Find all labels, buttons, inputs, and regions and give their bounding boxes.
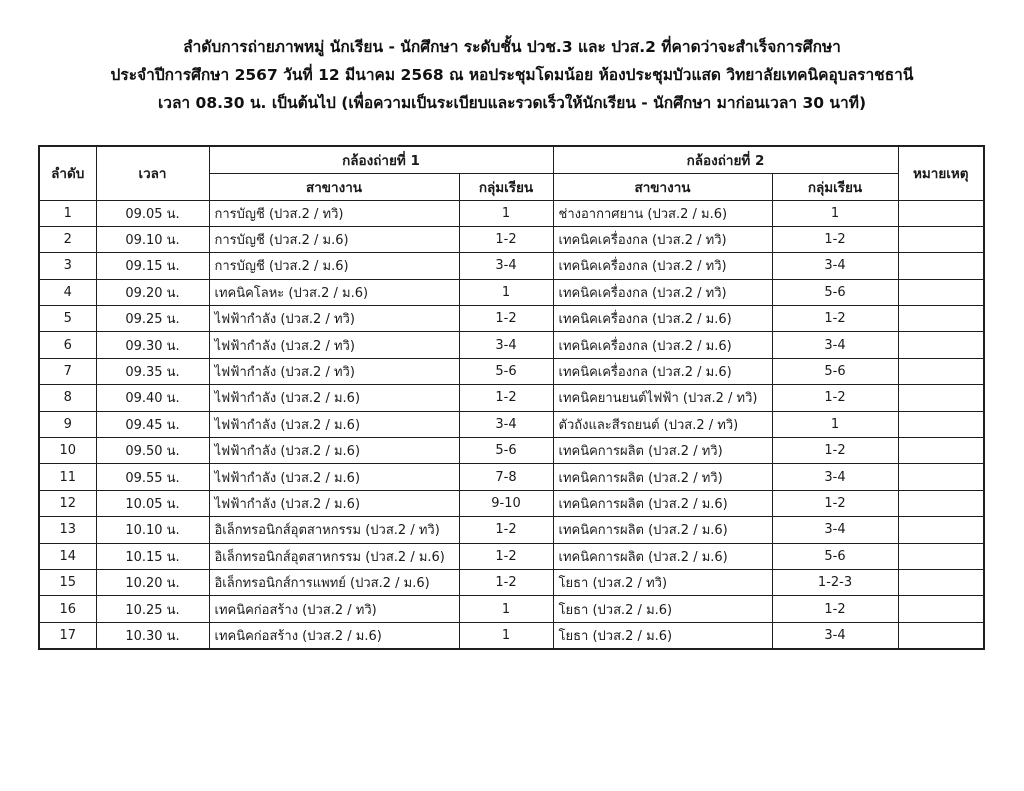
photo-schedule-table <box>38 145 985 650</box>
camera1-branch-cell: ไฟฟ้ากำลัง (ปวส.2 / ม.6) <box>209 385 459 411</box>
camera2-group-cell: 3-4 <box>772 253 898 279</box>
camera2-branch-cell: เทคนิคเครื่องกล (ปวส.2 / ทวิ) <box>553 279 772 305</box>
remark-cell <box>898 596 984 622</box>
header-camera2-branch: สาขางาน <box>553 173 772 200</box>
order-cell: 4 <box>39 279 96 305</box>
remark-cell <box>898 358 984 384</box>
camera1-group-cell: 1 <box>459 596 553 622</box>
order-cell: 6 <box>39 332 96 358</box>
camera1-group-cell: 1-2 <box>459 543 553 569</box>
camera2-branch-cell: เทคนิคเครื่องกล (ปวส.2 / ม.6) <box>553 306 772 332</box>
remark-cell <box>898 543 984 569</box>
table-row <box>39 279 984 305</box>
camera2-group-cell: 1-2 <box>772 306 898 332</box>
camera2-group-cell: 3-4 <box>772 332 898 358</box>
camera2-group-cell: 1 <box>772 200 898 226</box>
camera2-group-cell: 3-4 <box>772 622 898 648</box>
time-cell: 10.20 น. <box>96 569 209 595</box>
camera1-branch-cell: เทคนิคก่อสร้าง (ปวส.2 / ทวิ) <box>209 596 459 622</box>
remark-cell <box>898 569 984 595</box>
camera1-group-cell: 3-4 <box>459 411 553 437</box>
time-cell: 09.25 น. <box>96 306 209 332</box>
camera2-group-cell: 3-4 <box>772 464 898 490</box>
table-row <box>39 622 984 648</box>
remark-cell <box>898 253 984 279</box>
header-remark: หมายเหตุ <box>898 146 984 200</box>
table-body <box>39 200 984 649</box>
camera1-group-cell: 1-2 <box>459 306 553 332</box>
time-cell: 10.05 น. <box>96 490 209 516</box>
camera1-branch-cell: การบัญชี (ปวส.2 / ม.6) <box>209 253 459 279</box>
camera1-group-cell: 1-2 <box>459 569 553 595</box>
table-row <box>39 358 984 384</box>
order-cell: 15 <box>39 569 96 595</box>
camera2-branch-cell: เทคนิคการผลิต (ปวส.2 / ม.6) <box>553 517 772 543</box>
camera1-branch-cell: อิเล็กทรอนิกส์อุตสาหกรรม (ปวส.2 / ม.6) <box>209 543 459 569</box>
camera2-group-cell: 5-6 <box>772 358 898 384</box>
camera2-group-cell: 1-2 <box>772 490 898 516</box>
camera1-branch-cell: ไฟฟ้ากำลัง (ปวส.2 / ม.6) <box>209 411 459 437</box>
camera2-branch-cell: โยธา (ปวส.2 / ทวิ) <box>553 569 772 595</box>
order-cell: 10 <box>39 438 96 464</box>
camera1-group-cell: 5-6 <box>459 438 553 464</box>
camera2-branch-cell: โยธา (ปวส.2 / ม.6) <box>553 622 772 648</box>
time-cell: 09.20 น. <box>96 279 209 305</box>
remark-cell <box>898 385 984 411</box>
order-cell: 14 <box>39 543 96 569</box>
remark-cell <box>898 226 984 252</box>
order-cell: 1 <box>39 200 96 226</box>
table-row <box>39 253 984 279</box>
camera1-branch-cell: อิเล็กทรอนิกส์อุตสาหกรรม (ปวส.2 / ทวิ) <box>209 517 459 543</box>
order-cell: 8 <box>39 385 96 411</box>
remark-cell <box>898 438 984 464</box>
table-row <box>39 226 984 252</box>
document-title <box>0 33 1024 117</box>
title-line-1: ลำดับการถ่ายภาพหมู่ นักเรียน - นักศึกษา ระดับชั้น ปวช.3 และ ปวส.2 ที่คาดว่าจะสำเร็จการศึกษา <box>183 38 841 56</box>
time-cell: 09.30 น. <box>96 332 209 358</box>
camera1-group-cell: 1-2 <box>459 517 553 543</box>
camera1-group-cell: 1-2 <box>459 385 553 411</box>
time-cell: 09.05 น. <box>96 200 209 226</box>
header-camera1-group: กลุ่มเรียน <box>459 173 553 200</box>
order-cell: 16 <box>39 596 96 622</box>
camera1-group-cell: 9-10 <box>459 490 553 516</box>
camera2-group-cell: 1-2 <box>772 596 898 622</box>
table-row <box>39 543 984 569</box>
order-cell: 7 <box>39 358 96 384</box>
table-row <box>39 411 984 437</box>
camera1-branch-cell: การบัญชี (ปวส.2 / ทวิ) <box>209 200 459 226</box>
header-camera2: กล้องถ่ายที่ 2 <box>553 146 898 173</box>
camera1-branch-cell: การบัญชี (ปวส.2 / ม.6) <box>209 226 459 252</box>
time-cell: 10.30 น. <box>96 622 209 648</box>
table-header <box>39 146 984 200</box>
time-cell: 09.15 น. <box>96 253 209 279</box>
time-cell: 09.45 น. <box>96 411 209 437</box>
camera2-branch-cell: ช่างอากาศยาน (ปวส.2 / ม.6) <box>553 200 772 226</box>
remark-cell <box>898 306 984 332</box>
remark-cell <box>898 200 984 226</box>
camera1-branch-cell: ไฟฟ้ากำลัง (ปวส.2 / ม.6) <box>209 464 459 490</box>
header-time: เวลา <box>96 146 209 200</box>
camera1-group-cell: 1 <box>459 200 553 226</box>
camera2-branch-cell: เทคนิคเครื่องกล (ปวส.2 / ทวิ) <box>553 253 772 279</box>
order-cell: 9 <box>39 411 96 437</box>
time-cell: 10.15 น. <box>96 543 209 569</box>
remark-cell <box>898 279 984 305</box>
camera2-group-cell: 1 <box>772 411 898 437</box>
table-row <box>39 438 984 464</box>
camera2-branch-cell: เทคนิคยานยนต์ไฟฟ้า (ปวส.2 / ทวิ) <box>553 385 772 411</box>
camera2-group-cell: 1-2 <box>772 385 898 411</box>
remark-cell <box>898 411 984 437</box>
time-cell: 09.35 น. <box>96 358 209 384</box>
camera1-group-cell: 5-6 <box>459 358 553 384</box>
header-camera1: กล้องถ่ายที่ 1 <box>209 146 553 173</box>
table-row <box>39 200 984 226</box>
remark-cell <box>898 464 984 490</box>
camera2-group-cell: 3-4 <box>772 517 898 543</box>
camera1-branch-cell: เทคนิคโลหะ (ปวส.2 / ม.6) <box>209 279 459 305</box>
table-row <box>39 490 984 516</box>
camera2-branch-cell: เทคนิคการผลิต (ปวส.2 / ทวิ) <box>553 464 772 490</box>
order-cell: 13 <box>39 517 96 543</box>
camera1-group-cell: 7-8 <box>459 464 553 490</box>
table-row <box>39 569 984 595</box>
camera2-branch-cell: เทคนิคเครื่องกล (ปวส.2 / ทวิ) <box>553 226 772 252</box>
table-row <box>39 464 984 490</box>
camera1-branch-cell: เทคนิคก่อสร้าง (ปวส.2 / ม.6) <box>209 622 459 648</box>
time-cell: 10.25 น. <box>96 596 209 622</box>
time-cell: 09.10 น. <box>96 226 209 252</box>
camera1-group-cell: 1-2 <box>459 226 553 252</box>
camera2-branch-cell: เทคนิคเครื่องกล (ปวส.2 / ม.6) <box>553 332 772 358</box>
table-row <box>39 596 984 622</box>
camera2-group-cell: 1-2 <box>772 226 898 252</box>
camera1-branch-cell: ไฟฟ้ากำลัง (ปวส.2 / ทวิ) <box>209 332 459 358</box>
camera2-branch-cell: เทคนิคการผลิต (ปวส.2 / ม.6) <box>553 490 772 516</box>
camera2-branch-cell: ตัวถังและสีรถยนต์ (ปวส.2 / ทวิ) <box>553 411 772 437</box>
table-row <box>39 385 984 411</box>
header-camera1-branch: สาขางาน <box>209 173 459 200</box>
title-line-2: ประจำปีการศึกษา 2567 วันที่ 12 มีนาคม 2568 ณ หอประชุมโดมน้อย ห้องประชุมบัวแสด วิทยาลัยเทคนิคอุบลราชธานี <box>110 66 914 84</box>
order-cell: 12 <box>39 490 96 516</box>
camera2-branch-cell: เทคนิคเครื่องกล (ปวส.2 / ม.6) <box>553 358 772 384</box>
table-row <box>39 517 984 543</box>
time-cell: 09.55 น. <box>96 464 209 490</box>
order-cell: 2 <box>39 226 96 252</box>
order-cell: 11 <box>39 464 96 490</box>
order-cell: 3 <box>39 253 96 279</box>
table-row <box>39 306 984 332</box>
time-cell: 10.10 น. <box>96 517 209 543</box>
camera2-branch-cell: เทคนิคการผลิต (ปวส.2 / ม.6) <box>553 543 772 569</box>
camera2-group-cell: 5-6 <box>772 279 898 305</box>
camera2-group-cell: 5-6 <box>772 543 898 569</box>
header-camera2-group: กลุ่มเรียน <box>772 173 898 200</box>
remark-cell <box>898 332 984 358</box>
time-cell: 09.50 น. <box>96 438 209 464</box>
camera1-group-cell: 1 <box>459 279 553 305</box>
camera2-branch-cell: โยธา (ปวส.2 / ม.6) <box>553 596 772 622</box>
camera1-branch-cell: ไฟฟ้ากำลัง (ปวส.2 / ทวิ) <box>209 358 459 384</box>
camera1-branch-cell: ไฟฟ้ากำลัง (ปวส.2 / ทวิ) <box>209 306 459 332</box>
remark-cell <box>898 490 984 516</box>
camera1-branch-cell: อิเล็กทรอนิกส์การแพทย์ (ปวส.2 / ม.6) <box>209 569 459 595</box>
camera2-group-cell: 1-2-3 <box>772 569 898 595</box>
time-cell: 09.40 น. <box>96 385 209 411</box>
camera1-branch-cell: ไฟฟ้ากำลัง (ปวส.2 / ม.6) <box>209 490 459 516</box>
remark-cell <box>898 517 984 543</box>
camera2-group-cell: 1-2 <box>772 438 898 464</box>
camera1-group-cell: 1 <box>459 622 553 648</box>
camera1-group-cell: 3-4 <box>459 332 553 358</box>
title-line-3: เวลา 08.30 น. เป็นต้นไป (เพื่อความเป็นระเบียบและรวดเร็วให้นักเรียน - นักศึกษา มาก่อนเวลา 30 นาที) <box>157 94 867 112</box>
order-cell: 5 <box>39 306 96 332</box>
camera2-branch-cell: เทคนิคการผลิต (ปวส.2 / ทวิ) <box>553 438 772 464</box>
order-cell: 17 <box>39 622 96 648</box>
header-order: ลำดับ <box>39 146 96 200</box>
remark-cell <box>898 622 984 648</box>
camera1-group-cell: 3-4 <box>459 253 553 279</box>
camera1-branch-cell: ไฟฟ้ากำลัง (ปวส.2 / ม.6) <box>209 438 459 464</box>
table-row <box>39 332 984 358</box>
